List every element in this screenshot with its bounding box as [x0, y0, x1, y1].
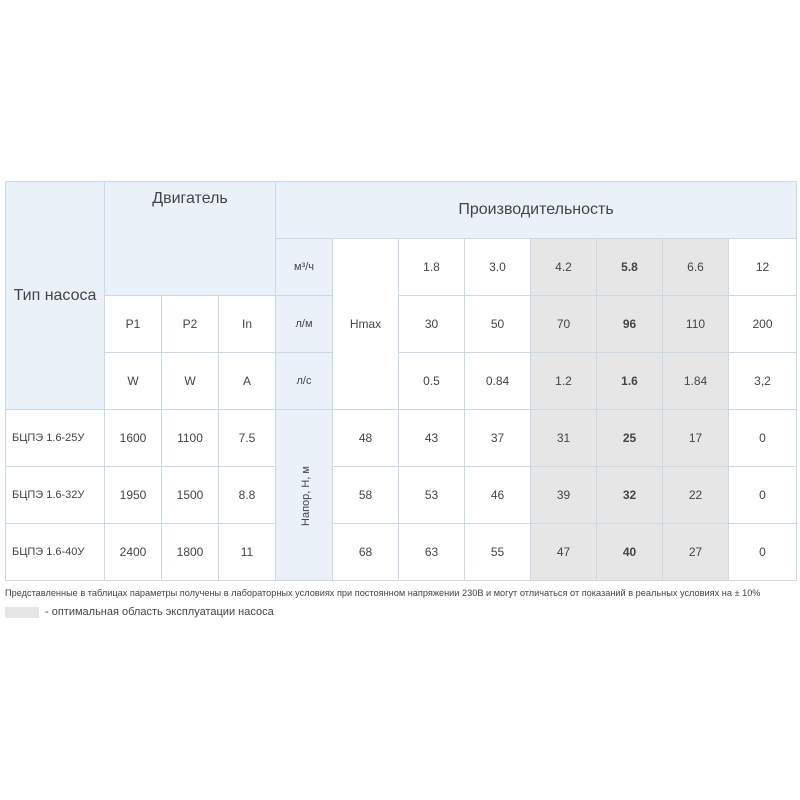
flow-m3h-2: 3.0	[465, 239, 531, 296]
flow-ls-6: 3,2	[729, 353, 797, 410]
flow-ls-4: 1.6	[597, 353, 663, 410]
table-row	[6, 467, 797, 524]
model-name: БЦПЭ 1.6-40У	[6, 524, 105, 581]
head-value: 37	[465, 410, 531, 467]
flow-lm-2: 50	[465, 296, 531, 353]
p1-value: 2400	[105, 524, 162, 581]
performance-header: Производительность	[276, 182, 797, 239]
head-value: 40	[597, 524, 663, 581]
head-value: 0	[729, 467, 797, 524]
flow-m3h-6: 12	[729, 239, 797, 296]
flow-m3h-1: 1.8	[399, 239, 465, 296]
head-value: 27	[663, 524, 729, 581]
unit-m3h: м³/ч	[276, 239, 333, 296]
p2-header: P2	[162, 296, 219, 353]
table-row	[6, 524, 797, 581]
legend-text: - оптимальная область эксплуатации насоса	[45, 606, 274, 618]
head-value: 43	[399, 410, 465, 467]
in-header: In	[219, 296, 276, 353]
legend	[5, 606, 274, 618]
flow-m3h-5: 6.6	[663, 239, 729, 296]
head-value: 55	[465, 524, 531, 581]
unit-lm: л/м	[276, 296, 333, 353]
p2-value: 1100	[162, 410, 219, 467]
in-value: 7.5	[219, 410, 276, 467]
unit-w-1: W	[105, 353, 162, 410]
flow-lm-3: 70	[531, 296, 597, 353]
flow-lm-1: 30	[399, 296, 465, 353]
flow-ls-1: 0.5	[399, 353, 465, 410]
head-value: 46	[465, 467, 531, 524]
head-value: 53	[399, 467, 465, 524]
head-value: 31	[531, 410, 597, 467]
unit-a: A	[219, 353, 276, 410]
p1-value: 1600	[105, 410, 162, 467]
flow-lm-4: 96	[597, 296, 663, 353]
head-value: 25	[597, 410, 663, 467]
head-value: 22	[663, 467, 729, 524]
flow-m3h-4: 5.8	[597, 239, 663, 296]
p2-value: 1800	[162, 524, 219, 581]
head-value: 63	[399, 524, 465, 581]
pump-type-header: Тип насоса	[6, 182, 105, 410]
p1-value: 1950	[105, 467, 162, 524]
table-row	[6, 410, 797, 467]
head-value: 32	[597, 467, 663, 524]
head-value: 17	[663, 410, 729, 467]
unit-ls: л/с	[276, 353, 333, 410]
p1-header: P1	[105, 296, 162, 353]
p2-value: 1500	[162, 467, 219, 524]
motor-header: Двигатель	[105, 182, 276, 296]
head-label-cell	[276, 410, 333, 581]
flow-lm-5: 110	[663, 296, 729, 353]
flow-m3h-3: 4.2	[531, 239, 597, 296]
in-value: 11	[219, 524, 276, 581]
head-value: 47	[531, 524, 597, 581]
flow-lm-6: 200	[729, 296, 797, 353]
head-value: 0	[729, 524, 797, 581]
hmax-value: 68	[333, 524, 399, 581]
hmax-value: 58	[333, 467, 399, 524]
footnote: Представленные в таблицах параметры получены в лабораторных условиях при постоянном напряжении 230В и могут отличаться от показаний в реальных условиях на ± 10%	[5, 588, 761, 598]
flow-ls-5: 1.84	[663, 353, 729, 410]
hmax-value: 48	[333, 410, 399, 467]
flow-ls-3: 1.2	[531, 353, 597, 410]
head-value: 39	[531, 467, 597, 524]
hmax-header: Hmax	[333, 239, 399, 410]
unit-w-2: W	[162, 353, 219, 410]
optimal-area-swatch	[5, 607, 39, 618]
model-name: БЦПЭ 1.6-32У	[6, 467, 105, 524]
head-label: Напор, Н, м	[299, 466, 312, 526]
head-value: 0	[729, 410, 797, 467]
model-name: БЦПЭ 1.6-25У	[6, 410, 105, 467]
pump-spec-table	[5, 181, 797, 581]
in-value: 8.8	[219, 467, 276, 524]
flow-ls-2: 0.84	[465, 353, 531, 410]
